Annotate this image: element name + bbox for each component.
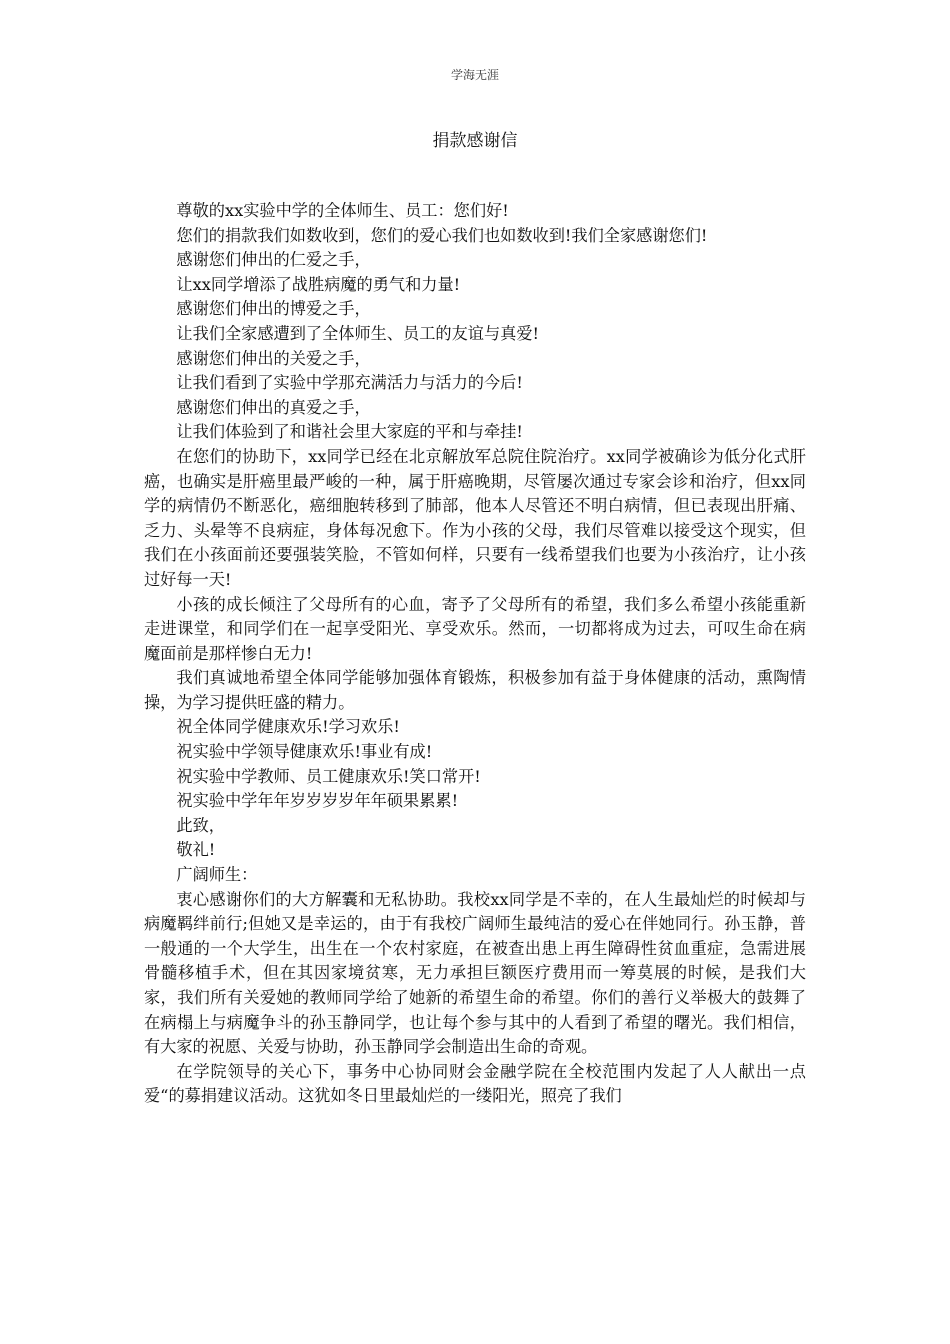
- paragraph: 让我们全家感遭到了全体师生、员工的友谊与真爱!: [176, 323, 540, 343]
- paragraph-closing: 敬礼!: [176, 840, 216, 860]
- paragraph: 祝实验中学教师、员工健康欢乐!笑口常开!: [176, 766, 481, 786]
- paragraph: 在学院领导的关心下，事务中心协同财会金融学院在全校范围内发起了人人献出一点爱“的募捐建议活动。这犹如冬日里最灿烂的一缕阳光，照亮了我们: [144, 1061, 806, 1106]
- paragraph-greeting: 广阔师生：: [176, 865, 258, 885]
- paragraph-greeting: 尊敬的xx实验中学的全体师生、员工：您们好!: [176, 201, 509, 220]
- paragraph: 感谢您们伸出的仁爱之手，: [176, 250, 371, 270]
- paragraph: 让我们体验到了和谐社会里大家庭的平和与牵挂!: [176, 422, 523, 442]
- paragraph: 祝实验中学年年岁岁岁岁年年硕果累累!: [176, 791, 459, 811]
- document-body: [144, 199, 806, 1109]
- paragraph: 感谢您们伸出的博爱之手，: [176, 299, 371, 319]
- paragraph: 我们真诚地希望全体同学能够加强体育锻炼，积极参加有益于身体健康的活动，熏陶情操，为学习提供旺盛的精力。: [144, 668, 806, 712]
- paragraph: 感谢您们伸出的关爱之手，: [176, 348, 371, 368]
- paragraph: 感谢您们伸出的真爱之手，: [176, 397, 371, 417]
- paragraph: 祝实验中学领导健康欢乐!事业有成!: [176, 742, 433, 762]
- paragraph-closing: 此致，: [176, 815, 225, 835]
- paragraph: 小孩的成长倾注了父母所有的心血，寄予了父母所有的希望，我们多么希望小孩能重新走进课堂，和同学们在一起享受阳光、享受欢乐。然而，一切都将成为过去，可叹生命在病魔面前是那样惨白无力!: [144, 594, 806, 663]
- paragraph: 在您们的协助下，xx同学已经在北京解放军总院住院治疗。xx同学被确诊为低分化式肝癌，也确实是肝癌里最严峻的一种，属于肝癌晚期，尽管屡次通过专家会诊和治疗，但xx同学的病情仍不断恶化，癌细胞转移到了肺部，他本人尽管还不明白病情，但已表现出肝痛、乏力、头晕等不良病症，身体每况愈下。作为小孩的父母，我们尽管难以接受这个现实，但我们在小孩面前还要强装笑脸，不管如何样，只要有一线希望我们也要为小孩治疗，让小孩过好每一天!: [144, 446, 806, 589]
- page-header: 学海无涯: [450, 68, 499, 82]
- paragraph: 让xx同学增添了战胜病魔的勇气和力量!: [176, 274, 461, 294]
- paragraph: 让我们看到了实验中学那充满活力与活力的今后!: [176, 373, 523, 393]
- document-title: 捐款感谢信: [432, 131, 518, 151]
- paragraph: 衷心感谢你们的大方解囊和无私协助。我校xx同学是不幸的，在人生最灿烂的时候却与病魔羁绊前行;但她又是幸运的，由于有我校广阔师生最纯洁的爱心在伴她同行。孙玉静，普一般通的一个大学生，出生在一个农村家庭，在被查出患上再生障碍性贫血重症，急需进展骨髓移植手术，但在其因家境贫寒，无力承担巨额医疗费用而一筹莫展的时候，是我们大家，我们所有关爱她的教师同学给了她新的希望生命的希望。你们的善行义举极大的鼓舞了在病榻上与病魔争斗的孙玉静同学，也让每个参与其中的人看到了希望的曙光。我们相信，有大家的祝愿、关爱与协助，孙玉静同学会制造出生命的奇观。: [144, 889, 806, 1057]
- paragraph: 祝全体同学健康欢乐!学习欢乐!: [176, 717, 400, 737]
- paragraph: 您们的捐款我们如数收到，您们的爱心我们也如数收到!我们全家感谢您们!: [176, 225, 708, 245]
